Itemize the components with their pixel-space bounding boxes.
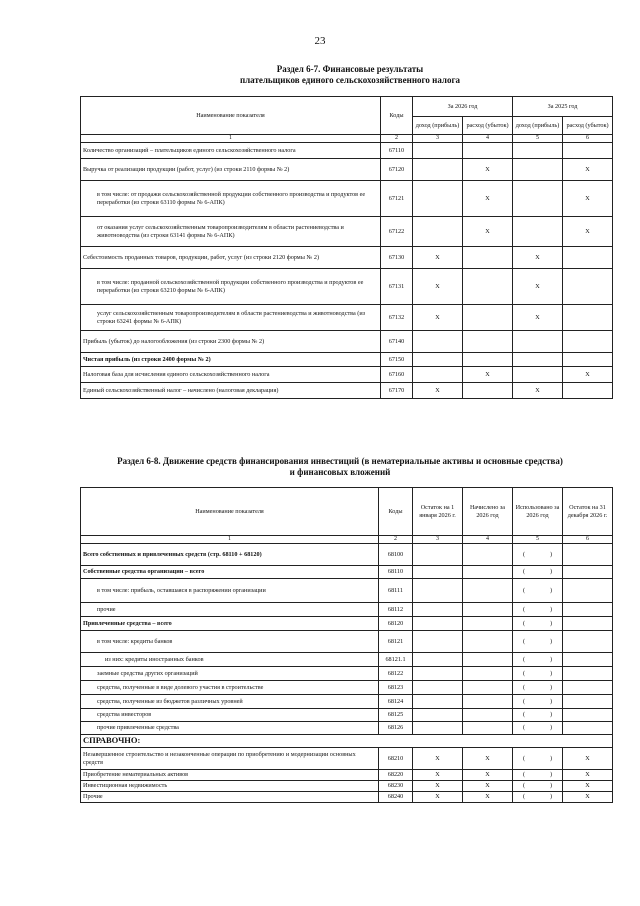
- col-number: 4: [463, 135, 513, 143]
- row-code: 67160: [381, 367, 413, 383]
- table-row: [81, 247, 613, 269]
- row-code: 68210: [379, 748, 413, 770]
- row-code: 68240: [379, 792, 413, 803]
- row-name: услуг сельскохозяйственным товаропроизводителям в области растениеводства и животноводства (из строки 63241 формы № 6-АПК): [81, 305, 381, 331]
- paren-close: ): [549, 669, 552, 677]
- paren-open: (: [523, 655, 526, 663]
- row-code: 68125: [379, 709, 413, 722]
- cell[interactable]: [563, 566, 613, 579]
- paren-close: ): [549, 724, 552, 732]
- cell[interactable]: [463, 681, 513, 695]
- table-row: [81, 353, 613, 367]
- row-name: в том числе: кредиты банков: [81, 631, 379, 653]
- table-row: [81, 617, 613, 631]
- paren-open: (: [523, 724, 526, 732]
- section-6-7-title-line1: Раздел 6-7. Финансовые результаты: [276, 64, 424, 74]
- cell[interactable]: [563, 579, 613, 603]
- header-balance-start: Остаток на 1 января 2026 г.: [413, 488, 463, 536]
- used-cell[interactable]: [513, 681, 563, 695]
- cell[interactable]: X: [563, 792, 613, 803]
- table-row: [81, 667, 613, 681]
- table-row: [81, 781, 613, 792]
- row-code: 68126: [379, 722, 413, 735]
- row-code: 68124: [379, 695, 413, 709]
- used-cell[interactable]: [513, 544, 563, 566]
- section-6-7-title: [60, 64, 640, 86]
- used-cell[interactable]: [513, 653, 563, 667]
- col-number: 1: [81, 135, 381, 143]
- table-row: [81, 631, 613, 653]
- row-name: прочие: [81, 603, 379, 617]
- cell[interactable]: X: [563, 770, 613, 781]
- header-expense-2025: расход (убыток): [563, 117, 613, 135]
- paren-open: (: [523, 697, 526, 705]
- header-income-2026: доход (прибыль): [413, 117, 463, 135]
- used-cell[interactable]: [513, 770, 563, 781]
- cell[interactable]: X: [513, 305, 563, 331]
- row-name: Выручка от реализации продукции (работ, услуг) (из строки 2110 формы № 2): [81, 159, 381, 181]
- used-cell[interactable]: [513, 603, 563, 617]
- row-name: Единый сельскохозяйственный налог – начислено (налоговая декларация): [81, 383, 381, 399]
- page-number: 23: [314, 35, 326, 47]
- cell[interactable]: [463, 579, 513, 603]
- table-row: [81, 748, 613, 770]
- paren-close: ): [549, 655, 552, 663]
- cell[interactable]: [463, 667, 513, 681]
- cell[interactable]: [513, 159, 563, 181]
- paren-close: ): [549, 771, 552, 779]
- financial-results-table: [80, 96, 613, 399]
- cell[interactable]: [463, 331, 513, 353]
- row-code: 68121: [379, 631, 413, 653]
- used-cell[interactable]: [513, 579, 563, 603]
- paren-open: (: [523, 568, 526, 576]
- cell[interactable]: [563, 544, 613, 566]
- row-code: 68100: [379, 544, 413, 566]
- table-row: [81, 566, 613, 579]
- paren-close: ): [549, 586, 552, 594]
- cell[interactable]: [463, 709, 513, 722]
- col-number: 5: [513, 135, 563, 143]
- cell[interactable]: X: [463, 217, 513, 247]
- cell[interactable]: [563, 247, 613, 269]
- table-row: [81, 367, 613, 383]
- cell[interactable]: [413, 181, 463, 217]
- used-cell[interactable]: [513, 748, 563, 770]
- cell[interactable]: X: [413, 748, 463, 770]
- used-cell[interactable]: [513, 631, 563, 653]
- row-code: 68123: [379, 681, 413, 695]
- paren-close: ): [549, 697, 552, 705]
- row-name: Прочие: [81, 792, 379, 803]
- header-codes: Коды: [381, 97, 413, 135]
- cell[interactable]: [413, 159, 463, 181]
- cell[interactable]: X: [463, 367, 513, 383]
- row-name: Количество организаций – плательщиков единого сельскохозяйственного налога: [81, 143, 381, 159]
- row-code: 68110: [379, 566, 413, 579]
- cell[interactable]: [563, 695, 613, 709]
- section-6-8-title: [40, 456, 640, 478]
- row-name: Привлеченные средства – всего: [81, 617, 379, 631]
- row-code: 67170: [381, 383, 413, 399]
- cell[interactable]: [463, 247, 513, 269]
- cell[interactable]: [513, 217, 563, 247]
- cell[interactable]: [513, 181, 563, 217]
- row-name: Приобретение нематериальных активов: [81, 770, 379, 781]
- row-name: в том числе: проданной сельскохозяйственной продукции собственного производства и продуктов ее переработки (из строки 63210 формы № 6-АПК): [81, 269, 381, 305]
- table-row: [81, 269, 613, 305]
- table-row: [81, 143, 613, 159]
- row-name: средства, полученные в виде долевого участия в строительстве: [81, 681, 379, 695]
- cell[interactable]: X: [463, 748, 513, 770]
- row-name: Прибыль (убыток) до налогообложения (из строки 2300 формы № 2): [81, 331, 381, 353]
- section-6-8-title-line1: Раздел 6-8. Движение средств финансирования инвестиций (в нематериальные активы и основные средства): [117, 456, 563, 466]
- cell[interactable]: X: [563, 781, 613, 792]
- cell[interactable]: [413, 617, 463, 631]
- paren-close: ): [549, 568, 552, 576]
- investment-funding-table: [80, 487, 613, 803]
- header-balance-end: Остаток на 31 декабря 2026 г.: [563, 488, 613, 536]
- cell[interactable]: X: [413, 247, 463, 269]
- paren-open: (: [523, 793, 526, 801]
- col-number: 2: [379, 536, 413, 544]
- header-year-2025: За 2025 год: [513, 97, 613, 117]
- cell[interactable]: [413, 566, 463, 579]
- cell[interactable]: [463, 305, 513, 331]
- table-row: [81, 722, 613, 735]
- row-code: 68112: [379, 603, 413, 617]
- cell[interactable]: X: [513, 247, 563, 269]
- col-number: 6: [563, 135, 613, 143]
- cell[interactable]: [413, 544, 463, 566]
- row-name: Чистая прибыль (из строки 2400 формы № 2): [81, 353, 381, 367]
- paren-open: (: [523, 619, 526, 627]
- row-code: 67110: [381, 143, 413, 159]
- row-name: Незавершенное строительство и незаконченные операции по приобретению и модернизации основных средств: [81, 748, 379, 770]
- row-code: 67130: [381, 247, 413, 269]
- row-code: 68111: [379, 579, 413, 603]
- cell[interactable]: [413, 722, 463, 735]
- col-number: 6: [563, 536, 613, 544]
- cell[interactable]: [413, 603, 463, 617]
- cell[interactable]: [413, 681, 463, 695]
- table-row: [81, 331, 613, 353]
- cell[interactable]: [513, 143, 563, 159]
- paren-close: ): [549, 711, 552, 719]
- table-row: [81, 695, 613, 709]
- used-cell[interactable]: [513, 695, 563, 709]
- row-code: 67132: [381, 305, 413, 331]
- table-row: [81, 305, 613, 331]
- cell[interactable]: [563, 305, 613, 331]
- paren-open: (: [523, 683, 526, 691]
- table-row: [81, 579, 613, 603]
- table-row: [81, 544, 613, 566]
- cell[interactable]: [513, 331, 563, 353]
- paren-close: ): [549, 754, 552, 762]
- row-code: 68120: [379, 617, 413, 631]
- row-code: 67131: [381, 269, 413, 305]
- cell[interactable]: [413, 143, 463, 159]
- cell[interactable]: [563, 269, 613, 305]
- row-name: от оказания услуг сельскохозяйственным товаропроизводителям в области растениеводства и животноводства (из строки 63141 формы № 6-АПК): [81, 217, 381, 247]
- table-row: [81, 603, 613, 617]
- cell[interactable]: [563, 603, 613, 617]
- col-number: 1: [81, 536, 379, 544]
- paren-close: ): [549, 683, 552, 691]
- cell[interactable]: [563, 681, 613, 695]
- cell[interactable]: [463, 617, 513, 631]
- cell[interactable]: X: [563, 181, 613, 217]
- row-name: прочие привлеченные средства: [81, 722, 379, 735]
- cell[interactable]: X: [563, 159, 613, 181]
- cell[interactable]: [513, 353, 563, 367]
- header-accrued: Начислено за 2026 год: [463, 488, 513, 536]
- cell[interactable]: [413, 331, 463, 353]
- row-code: 67121: [381, 181, 413, 217]
- cell[interactable]: X: [463, 181, 513, 217]
- table-row: [81, 681, 613, 695]
- cell[interactable]: [413, 353, 463, 367]
- paren-close: ): [549, 782, 552, 790]
- cell[interactable]: [563, 331, 613, 353]
- cell[interactable]: X: [413, 269, 463, 305]
- cell[interactable]: X: [563, 748, 613, 770]
- row-name: Собственные средства организации – всего: [81, 566, 379, 579]
- col-number: 5: [513, 536, 563, 544]
- cell[interactable]: X: [563, 367, 613, 383]
- header-codes: Коды: [379, 488, 413, 536]
- col-number: 3: [413, 536, 463, 544]
- table-row: [81, 792, 613, 803]
- row-name: из них: кредиты иностранных банков: [81, 653, 379, 667]
- column-numbers-row: [81, 135, 613, 143]
- cell[interactable]: [413, 217, 463, 247]
- row-name: Инвестиционная недвижимость: [81, 781, 379, 792]
- row-name: Всего собственных и привлеченных средств (стр. 68110 + 68120): [81, 544, 379, 566]
- row-name: заемные средства других организаций: [81, 667, 379, 681]
- used-cell[interactable]: [513, 709, 563, 722]
- paren-open: (: [523, 754, 526, 762]
- cell[interactable]: [413, 667, 463, 681]
- row-code: 68121.1: [379, 653, 413, 667]
- header-name: Наименование показателя: [81, 488, 379, 536]
- used-cell[interactable]: [513, 566, 563, 579]
- cell[interactable]: [413, 695, 463, 709]
- col-number: 4: [463, 536, 513, 544]
- cell[interactable]: [563, 143, 613, 159]
- cell[interactable]: [413, 579, 463, 603]
- row-code: 67120: [381, 159, 413, 181]
- cell[interactable]: X: [463, 792, 513, 803]
- cell[interactable]: [563, 709, 613, 722]
- cell[interactable]: [563, 653, 613, 667]
- cell[interactable]: [413, 367, 463, 383]
- used-cell[interactable]: [513, 722, 563, 735]
- paren-open: (: [523, 669, 526, 677]
- paren-close: ): [549, 637, 552, 645]
- col-number: 2: [381, 135, 413, 143]
- paren-open: (: [523, 550, 526, 558]
- header-name: Наименование показателя: [81, 97, 381, 135]
- cell[interactable]: [463, 566, 513, 579]
- paren-close: ): [549, 550, 552, 558]
- header-year-2026: За 2026 год: [413, 97, 513, 117]
- cell[interactable]: X: [463, 781, 513, 792]
- row-code: 67140: [381, 331, 413, 353]
- paren-open: (: [523, 711, 526, 719]
- cell[interactable]: [463, 695, 513, 709]
- row-name: средства инвесторов: [81, 709, 379, 722]
- row-name: Налоговая база для исчисления единого сельскохозяйственного налога: [81, 367, 381, 383]
- cell[interactable]: X: [413, 305, 463, 331]
- reference-label: СПРАВОЧНО:: [81, 735, 613, 748]
- row-name: средства, полученные из бюджетов различных уровней: [81, 695, 379, 709]
- paren-open: (: [523, 637, 526, 645]
- cell[interactable]: [463, 722, 513, 735]
- cell[interactable]: [563, 667, 613, 681]
- cell[interactable]: X: [413, 770, 463, 781]
- cell[interactable]: X: [563, 217, 613, 247]
- cell[interactable]: [463, 353, 513, 367]
- table-row: [81, 770, 613, 781]
- paren-close: ): [549, 605, 552, 613]
- table-row: [81, 181, 613, 217]
- row-code: 67150: [381, 353, 413, 367]
- col-number: 3: [413, 135, 463, 143]
- paren-open: (: [523, 586, 526, 594]
- cell[interactable]: [563, 617, 613, 631]
- used-cell[interactable]: [513, 792, 563, 803]
- cell[interactable]: [463, 269, 513, 305]
- cell[interactable]: [563, 383, 613, 399]
- cell[interactable]: [563, 722, 613, 735]
- cell[interactable]: [463, 603, 513, 617]
- cell[interactable]: [513, 367, 563, 383]
- cell[interactable]: [463, 653, 513, 667]
- column-numbers-row: [81, 536, 613, 544]
- paren-open: (: [523, 771, 526, 779]
- cell[interactable]: [413, 709, 463, 722]
- used-cell[interactable]: [513, 667, 563, 681]
- row-code: 68122: [379, 667, 413, 681]
- cell[interactable]: X: [413, 781, 463, 792]
- row-code: 68220: [379, 770, 413, 781]
- used-cell[interactable]: [513, 617, 563, 631]
- header-income-2025: доход (прибыль): [513, 117, 563, 135]
- row-name: в том числе: прибыль, оставшаяся в распоряжении организации: [81, 579, 379, 603]
- cell[interactable]: [563, 631, 613, 653]
- used-cell[interactable]: [513, 781, 563, 792]
- cell[interactable]: X: [413, 792, 463, 803]
- section-6-7-title-line2: плательщиков единого сельскохозяйственного налога: [239, 75, 461, 85]
- cell[interactable]: X: [463, 770, 513, 781]
- row-code: 67122: [381, 217, 413, 247]
- paren-close: ): [549, 619, 552, 627]
- table-row: [81, 217, 613, 247]
- cell[interactable]: [463, 544, 513, 566]
- cell[interactable]: [563, 353, 613, 367]
- table-row: [81, 159, 613, 181]
- row-name: Себестоимость проданных товаров, продукции, работ, услуг (из строки 2120 формы № 2): [81, 247, 381, 269]
- cell[interactable]: [413, 631, 463, 653]
- cell[interactable]: [463, 143, 513, 159]
- row-code: 68230: [379, 781, 413, 792]
- header-used: Использовано за 2026 год: [513, 488, 563, 536]
- paren-close: ): [549, 793, 552, 801]
- cell[interactable]: X: [513, 383, 563, 399]
- cell[interactable]: [413, 653, 463, 667]
- table-row: [81, 653, 613, 667]
- section-6-8-title-line2: и финансовых вложений: [289, 467, 391, 477]
- table-row: [81, 709, 613, 722]
- reference-row: [81, 735, 613, 748]
- paren-open: (: [523, 605, 526, 613]
- cell[interactable]: [463, 631, 513, 653]
- cell[interactable]: [463, 383, 513, 399]
- cell[interactable]: X: [463, 159, 513, 181]
- row-name: в том числе: от продажи сельскохозяйственной продукции собственного производства и продуктов ее переработки (из строки 63110 формы № 6-АПК): [81, 181, 381, 217]
- cell[interactable]: X: [413, 383, 463, 399]
- table-row: [81, 383, 613, 399]
- paren-open: (: [523, 782, 526, 790]
- header-expense-2026: расход (убыток): [463, 117, 513, 135]
- cell[interactable]: X: [513, 269, 563, 305]
